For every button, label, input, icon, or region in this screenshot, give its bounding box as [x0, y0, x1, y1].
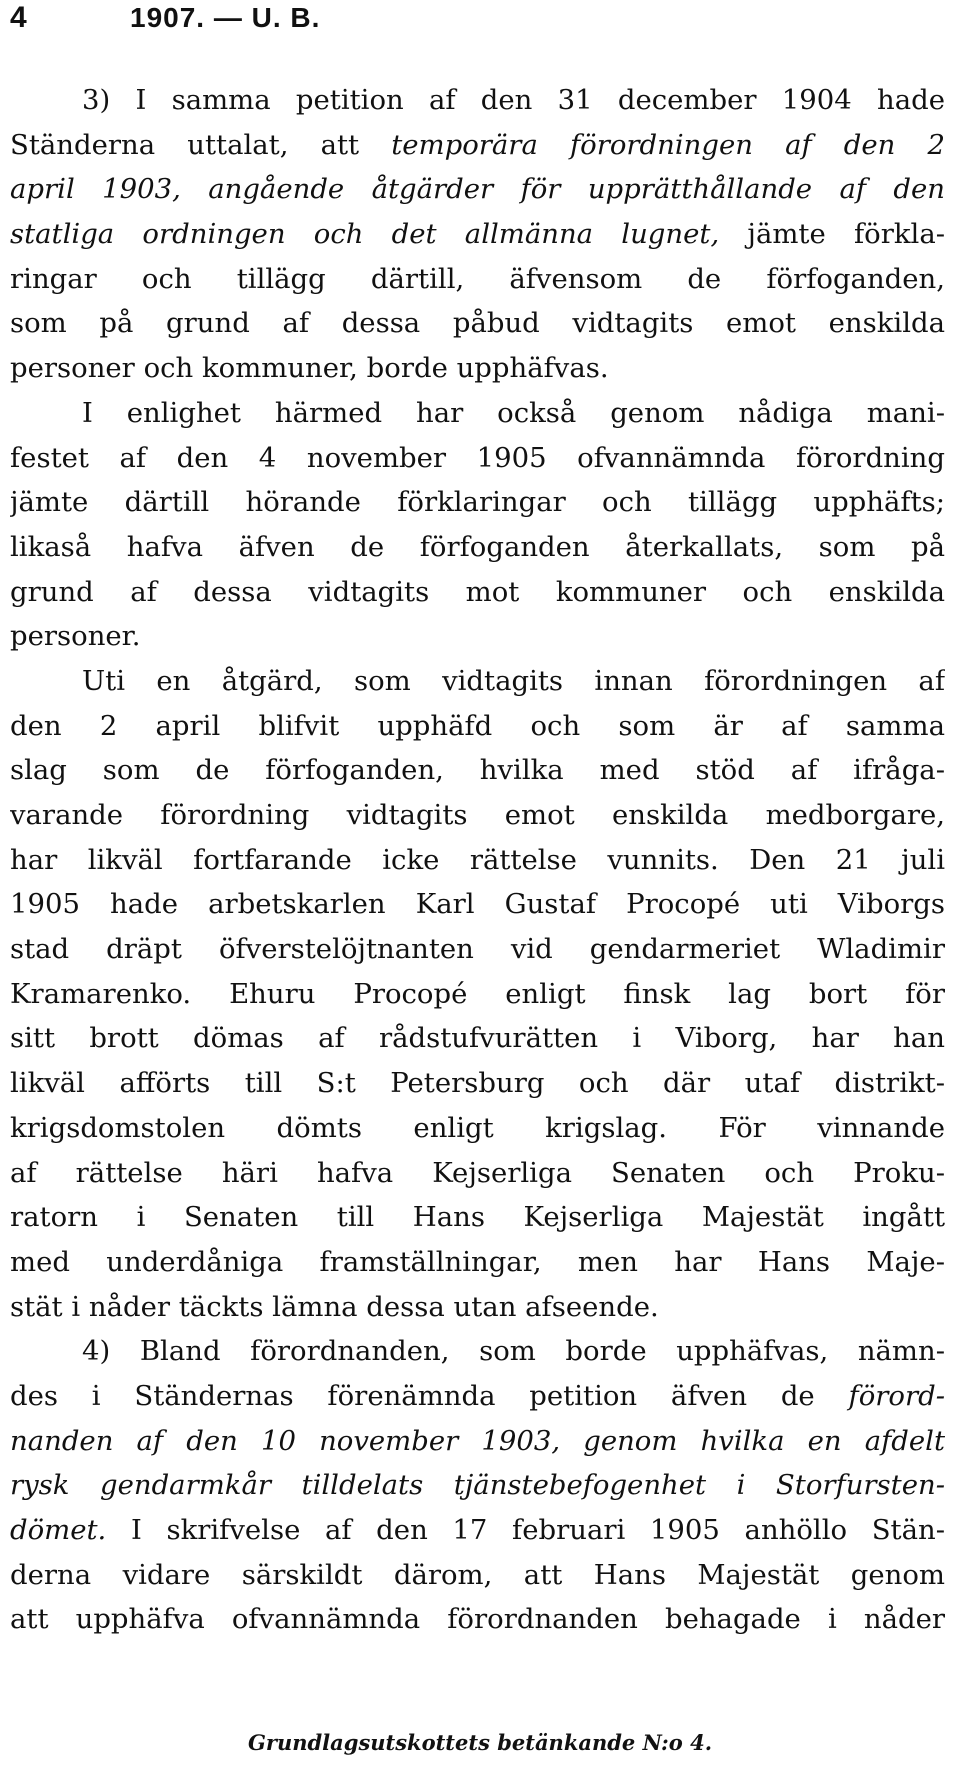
- text-line: [10, 748, 945, 793]
- text-line: [10, 1419, 945, 1464]
- text-line: [10, 1463, 945, 1508]
- text-line: [10, 391, 945, 436]
- text-segment: I skrifvelse af den 17 februari 1905 anhöllo Stän-: [106, 1514, 945, 1546]
- text-segment: likaså hafva äfven de förfoganden återkallats, som på: [10, 530, 945, 563]
- text-segment: stad dräpt öfverstelöjtnanten vid gendarmeriet Wladimir: [10, 933, 945, 966]
- text-segment: den 2 april blifvit upphäfd och som är af samma: [10, 709, 945, 742]
- text-line: [10, 436, 945, 481]
- text-line: [10, 882, 945, 927]
- text-line: [10, 1508, 945, 1553]
- italic-text-segment: april 1903, angående åtgärder för upprätthållande af den: [10, 173, 945, 206]
- text-segment: jämte förkla-: [719, 218, 945, 251]
- text-segment: sitt brott dömas af rådstufvurätten i Viborg, har han: [10, 1022, 945, 1055]
- italic-text-segment: dömet.: [10, 1514, 107, 1546]
- italic-text-segment: nanden af den 10 november 1903, genom hvilka en afdelt: [10, 1424, 945, 1457]
- page-number: 4: [10, 1, 27, 34]
- text-line: [10, 1329, 945, 1374]
- text-line: [10, 1016, 945, 1061]
- text-line: [10, 659, 945, 704]
- text-segment: I enlighet härmed har också genom nådiga mani-: [82, 396, 945, 429]
- text-line: [10, 1061, 945, 1106]
- text-line: [10, 525, 945, 570]
- text-segment: med underdåniga framställningar, men har Hans Maje-: [10, 1245, 945, 1278]
- text-segment: des i Ständernas förenämnda petition äfven de: [10, 1379, 849, 1412]
- italic-text-segment: statliga ordningen och det allmänna lugnet,: [10, 218, 720, 251]
- page-header: [10, 0, 940, 40]
- running-title: 1907. — U. B.: [130, 2, 321, 33]
- text-line: [10, 570, 945, 615]
- text-segment: krigsdomstolen dömts enligt krigslag. För vinnande: [10, 1111, 945, 1144]
- text-line: [10, 972, 945, 1017]
- text-segment: ringar och tillägg därtill, äfvensom de förfoganden,: [10, 262, 945, 295]
- text-line: [10, 927, 945, 972]
- text-line: [10, 1151, 945, 1196]
- text-line: [10, 704, 945, 749]
- text-segment: derna vidare särskildt därom, att Hans Majestät genom: [10, 1558, 945, 1591]
- text-line: [10, 78, 945, 123]
- text-line: [10, 1106, 945, 1151]
- text-segment: Ständerna uttalat, att: [10, 128, 392, 161]
- text-line: [10, 346, 945, 391]
- page-footer: Grundlagsutskottets betänkande N:o 4.: [247, 1730, 713, 1755]
- text-segment: Kramarenko. Ehuru Procopé enligt finsk lag bort för: [10, 977, 945, 1010]
- text-segment: 4) Bland förordnanden, som borde upphäfvas, nämn-: [82, 1335, 945, 1368]
- text-segment: personer och kommuner, borde upphäfvas.: [10, 352, 609, 385]
- text-line: [10, 212, 945, 257]
- text-line: [10, 1195, 945, 1240]
- text-segment: som på grund af dessa påbud vidtagits emot enskilda: [10, 307, 945, 340]
- text-line: [10, 1240, 945, 1285]
- text-line: [10, 480, 945, 525]
- text-line: [10, 838, 945, 883]
- text-line: [10, 257, 945, 302]
- text-line: [10, 167, 945, 212]
- text-segment: 3) I samma petition af den 31 december 1904 hade: [82, 84, 945, 116]
- text-segment: har likväl fortfarande icke rättelse vunnits. Den 21 juli: [10, 843, 945, 876]
- text-line: [10, 793, 945, 838]
- italic-text-segment: temporära förordningen af den 2: [391, 128, 945, 161]
- text-segment: varande förordning vidtagits emot enskilda medborgare,: [10, 799, 945, 831]
- text-line: [10, 1553, 945, 1598]
- text-segment: personer.: [10, 620, 141, 653]
- text-segment: festet af den 4 november 1905 ofvannämnda förordning: [10, 441, 945, 474]
- text-line: [10, 1374, 945, 1419]
- text-line: [10, 1285, 945, 1330]
- italic-text-segment: förord-: [848, 1379, 945, 1412]
- italic-text-segment: rysk gendarmkår tilldelats tjänstebefogenhet i Storfursten-: [10, 1469, 945, 1502]
- text-segment: 1905 hade arbetskarlen Karl Gustaf Procopé uti Viborgs: [10, 888, 945, 921]
- text-segment: Uti en åtgärd, som vidtagits innan förordningen af: [82, 664, 945, 697]
- text-segment: likväl afförts till S:t Petersburg och där utaf distrikt-: [10, 1067, 945, 1100]
- text-segment: grund af dessa vidtagits mot kommuner och enskilda: [10, 575, 945, 608]
- text-line: [10, 123, 945, 168]
- body-text: [10, 78, 945, 1642]
- text-segment: att upphäfva ofvannämnda förordnanden behagade i nåder: [10, 1603, 945, 1636]
- text-line: [10, 614, 945, 659]
- text-segment: ratorn i Senaten till Hans Kejserliga Majestät ingått: [10, 1201, 945, 1234]
- text-segment: slag som de förfoganden, hvilka med stöd af ifråga-: [10, 754, 945, 787]
- text-line: [10, 1597, 945, 1642]
- text-segment: stät i nåder täckts lämna dessa utan afseende.: [10, 1290, 659, 1323]
- text-segment: jämte därtill hörande förklaringar och tillägg upphäfts;: [10, 486, 945, 519]
- text-line: [10, 301, 945, 346]
- text-segment: af rättelse häri hafva Kejserliga Senaten och Proku-: [10, 1156, 945, 1189]
